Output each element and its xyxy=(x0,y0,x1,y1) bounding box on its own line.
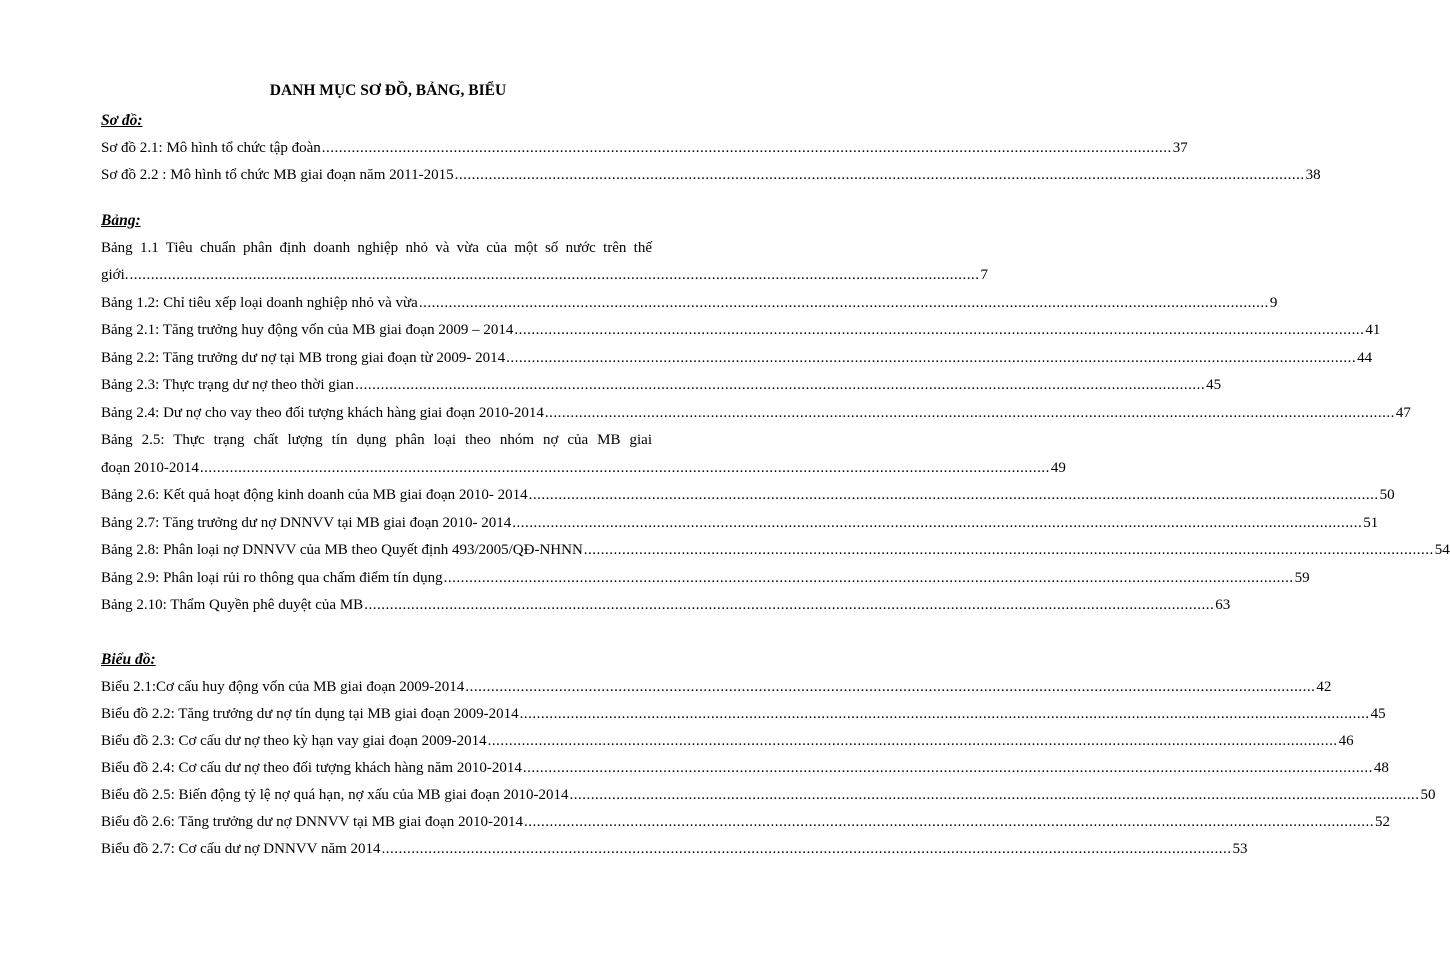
page-title: DANH MỤC SƠ ĐỒ, BẢNG, BIỂU xyxy=(269,82,507,99)
dot-leader: ........................................................................................................................................................................................................ xyxy=(522,760,1373,776)
toc-entry-label: Bảng 2.7: Tăng trưởng dư nợ DNNVV tại MB giai đoạn 2010- 2014 xyxy=(101,515,512,531)
toc-entry-label: Bảng 1.2: Chỉ tiêu xếp loại doanh nghiệp nhỏ và vừa xyxy=(101,295,418,311)
dot-leader: ........................................................................................................................................................................................................ xyxy=(199,460,1050,476)
dot-leader: ........................................................................................................................................................................................................ xyxy=(583,542,1434,558)
toc-entry xyxy=(101,404,1411,422)
dot-leader: ........................................................................................................................................................................................................ xyxy=(519,706,1370,722)
toc-entry-line1: Bảng 2.5: Thực trạng chất lượng tín dụng phân loại theo nhóm nợ của MB giai xyxy=(101,432,652,448)
dot-leader: ........................................................................................................................................................................................................ xyxy=(514,322,1365,338)
toc-entry-line1: Bảng 1.1 Tiêu chuẩn phân định doanh nghiệp nhỏ và vừa của một số nước trên thế xyxy=(101,240,652,256)
toc-entry-page: 47 xyxy=(1395,405,1411,421)
toc-entry-page: 50 xyxy=(1420,787,1436,803)
section-heading-bieu-do: Biểu đồ: xyxy=(101,651,156,668)
toc-entry-label: đoạn 2010-2014 xyxy=(101,460,199,476)
toc-entry-label: Biểu đồ 2.6: Tăng trưởng dư nợ DNNVV tại MB giai đoạn 2010-2014 xyxy=(101,814,523,830)
toc-entry xyxy=(101,813,1390,831)
toc-entry xyxy=(101,321,1381,339)
toc-entry xyxy=(101,376,1222,394)
toc-entry-label: Bảng 2.9: Phân loại rủi ro thông qua chấm điểm tín dụng xyxy=(101,570,443,586)
toc-entry xyxy=(101,486,1395,504)
toc-entry xyxy=(101,596,1231,614)
dot-leader: ........................................................................................................................................................................................................ xyxy=(364,597,1215,613)
dot-leader: ........................................................................................................................................................................................................ xyxy=(443,570,1294,586)
dot-leader: ........................................................................................................................................................................................................ xyxy=(523,814,1374,830)
dot-leader: ........................................................................................................................................................................................................ xyxy=(512,515,1363,531)
toc-entry-page: 44 xyxy=(1357,350,1373,366)
dot-leader: ........................................................................................................................................................................................................ xyxy=(544,405,1395,421)
toc-entry xyxy=(101,732,1354,750)
toc-entry xyxy=(101,514,1379,532)
toc-entry xyxy=(101,541,1450,559)
dot-leader: ........................................................................................................................................................................................................ xyxy=(454,167,1305,183)
toc-entry-label: Biểu đồ 2.4: Cơ cấu dư nợ theo đối tượng khách hàng năm 2010-2014 xyxy=(101,760,522,776)
toc-entry-label: Bảng 2.3: Thực trạng dư nợ theo thời gian xyxy=(101,377,355,393)
toc-entry-label: Bảng 2.6: Kết quả hoạt động kinh doanh của MB giai đoạn 2010- 2014 xyxy=(101,487,528,503)
toc-entry xyxy=(101,166,1321,184)
toc-entry-page: 45 xyxy=(1206,377,1222,393)
toc-entry xyxy=(101,840,1248,858)
toc-entry-page: 37 xyxy=(1172,140,1188,156)
toc-entry xyxy=(101,705,1386,723)
toc-entry xyxy=(101,349,1373,367)
toc-entry-page: 50 xyxy=(1379,487,1395,503)
toc-entry-label: Biểu đồ 2.2: Tăng trưởng dư nợ tín dụng tại MB giai đoạn 2009-2014 xyxy=(101,706,519,722)
section-heading-so-do: Sơ đồ: xyxy=(101,112,143,129)
toc-entry xyxy=(101,569,1310,587)
toc-entry-label: giới. xyxy=(101,267,129,283)
toc-entry-page: 42 xyxy=(1316,679,1332,695)
toc-entry-page: 7 xyxy=(980,267,989,283)
toc-entry-label: Bảng 2.10: Thẩm Quyền phê duyệt của MB xyxy=(101,597,364,613)
toc-entry xyxy=(101,139,1188,157)
dot-leader: ........................................................................................................................................................................................................ xyxy=(528,487,1379,503)
toc-entry-label: Biểu đồ 2.3: Cơ cấu dư nợ theo kỳ hạn vay giai đoạn 2009-2014 xyxy=(101,733,487,749)
dot-leader: ........................................................................................................................................................................................................ xyxy=(506,350,1357,366)
dot-leader: ........................................................................................................................................................................................................ xyxy=(465,679,1316,695)
toc-entry-page: 41 xyxy=(1365,322,1381,338)
dot-leader: ........................................................................................................................................................................................................ xyxy=(129,267,980,283)
toc-entry-page: 59 xyxy=(1294,570,1310,586)
toc-entry-label: Biểu 2.1:Cơ cấu huy động vốn của MB giai đoạn 2009-2014 xyxy=(101,679,465,695)
toc-entry-page: 54 xyxy=(1434,542,1450,558)
toc-entry-label: Sơ đồ 2.2 : Mô hình tổ chức MB giai đoạn năm 2011-2015 xyxy=(101,167,454,183)
dot-leader: ........................................................................................................................................................................................................ xyxy=(569,787,1420,803)
toc-entry-page: 63 xyxy=(1215,597,1231,613)
toc-entry xyxy=(101,759,1389,777)
toc-entry-label: Bảng 2.2: Tăng trưởng dư nợ tại MB trong giai đoạn từ 2009- 2014 xyxy=(101,350,506,366)
toc-entry-page: 9 xyxy=(1269,295,1278,311)
toc-entry xyxy=(101,786,1436,804)
dot-leader: ........................................................................................................................................................................................................ xyxy=(321,140,1172,156)
toc-entry-label: Bảng 2.1: Tăng trưởng huy động vốn của MB giai đoạn 2009 – 2014 xyxy=(101,322,514,338)
dot-leader: ........................................................................................................................................................................................................ xyxy=(381,841,1232,857)
toc-entry-label: Sơ đồ 2.1: Mô hình tổ chức tập đoàn xyxy=(101,140,321,156)
toc-entry-label: Biểu đồ 2.7: Cơ cấu dư nợ DNNVV năm 2014 xyxy=(101,841,381,857)
dot-leader: ........................................................................................................................................................................................................ xyxy=(418,295,1269,311)
toc-entry-page: 45 xyxy=(1370,706,1386,722)
toc-entry-page: 46 xyxy=(1338,733,1354,749)
toc-entry-label: Bảng 2.8: Phân loại nợ DNNVV của MB theo Quyết định 493/2005/QĐ-NHNN xyxy=(101,542,583,558)
toc-entry xyxy=(101,678,1332,696)
dot-leader: ........................................................................................................................................................................................................ xyxy=(355,377,1206,393)
toc-entry xyxy=(101,459,1066,477)
toc-entry-page: 49 xyxy=(1050,460,1066,476)
toc-entry-page: 52 xyxy=(1374,814,1390,830)
toc-entry xyxy=(101,294,1278,312)
toc-entry-label: Bảng 2.4: Dư nợ cho vay theo đối tượng khách hàng giai đoạn 2010-2014 xyxy=(101,405,544,421)
toc-entry xyxy=(101,266,989,284)
toc-entry-page: 38 xyxy=(1305,167,1321,183)
toc-entry-page: 53 xyxy=(1232,841,1248,857)
toc-entry-label: Biểu đồ 2.5: Biến động tỷ lệ nợ quá hạn, nợ xấu của MB giai đoạn 2010-2014 xyxy=(101,787,569,803)
toc-entry-page: 51 xyxy=(1363,515,1379,531)
toc-entry-page: 48 xyxy=(1373,760,1389,776)
dot-leader: ........................................................................................................................................................................................................ xyxy=(487,733,1338,749)
section-heading-bang: Bảng: xyxy=(101,212,141,229)
